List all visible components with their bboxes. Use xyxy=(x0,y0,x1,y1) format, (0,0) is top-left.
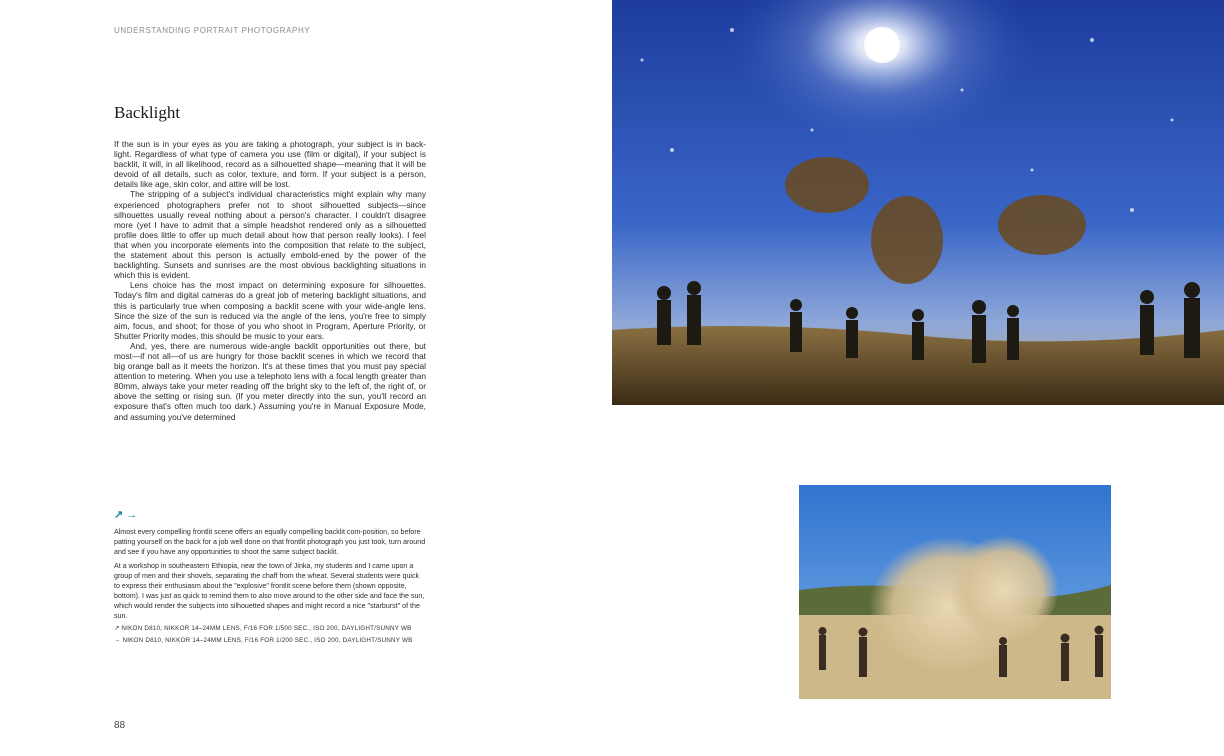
body-paragraph: And, yes, there are numerous wide-angle backlit opportunities out there, but most—if not all—of us are hungry for those backlit scenes in which we record that big orange ball as it meets the horizon. It's at these times that you must pay special attention to metering. When you use a telephoto lens with a focal length greater than 80mm, always take your meter reading off the bright sky to the left of, the right of, or above the setting or rising sun. (If you meter directly into the sun, you'll record an exposure that's often much too dark.) Assuming you're in Manual Exposure Mode, and assuming you've determined xyxy=(114,340,426,422)
body-paragraph: If the sun is in your eyes as you are taking a photograph, your subject is in back-light. Regardless of what type of camera you use (film or digital), if your subject is backlit, it will, in all likelihood, record as a silhouetted shape—meaning that it will be devoid of all details, such as color, texture, and form. If your subject is a person, details like age, skin color, and attire will be lost. xyxy=(114,139,426,190)
body-text xyxy=(114,139,426,422)
backlit-photo-illustration xyxy=(612,0,1224,405)
photo-credit: ↗ NIKON D810, NIKKOR 14–24MM LENS, F/16 FOR 1/500 SEC., ISO 200, DAYLIGHT/SUNNY WB xyxy=(114,625,412,632)
body-paragraph: The stripping of a subject's individual characteristics might explain why many experienced photographers prefer not to shoot silhouetted subjects—since silhouettes usually reveal nothing about a person's character. I couldn't disagree more (yet I have to admit that a simple headshot rendered only as a silhouetted profile does little to offer up much detail about how that person really looks). I feel that when you incorporate elements into the composition that relate to the subject, the statement about this person is actually embold-ened by the power of the backlighting. Sunsets and sunrises are the most obvious backlighting situations in which this is evident. xyxy=(114,189,426,281)
page-number: 88 xyxy=(114,720,126,731)
body-paragraph: Lens choice has the most impact on determining exposure for silhouettes. Today's film and digital cameras do a great job of metering backlight situations, and this is particularly true when composing a backlit scene with your wide-angle lens. Since the size of the sun is reduced via the angle of the lens, you're free to simply aim, focus, and shoot; for those of you who shoot in Program, Aperture Priority, or Shutter Priority modes, this should be music to your ears. xyxy=(114,280,426,341)
caption-paragraph: Almost every compelling frontlit scene offers an equally compelling backlit com-position, so before patting yourself on the back for a job well done on that frontlit photograph you just took, turn around and see if you have any opportunities to shoot the same subject backlit. xyxy=(114,528,426,556)
frontlit-winnowing-photo xyxy=(799,485,1111,699)
frontlit-photo-illustration xyxy=(799,485,1111,699)
section-title: Backlight xyxy=(114,103,181,122)
caption-arrows-icon: ↗ → xyxy=(114,509,138,521)
backlit-silhouette-photo xyxy=(612,0,1224,405)
sun-shape xyxy=(864,27,900,63)
caption-paragraph: At a workshop in southeastern Ethiopia, near the town of Jinka, my students and I came upon a group of men and their shovels, separating the chaff from the wheat. Several students were quick to express their enthusiasm about the "explosive" frontlit scene before them (shown opposite, bottom). I was just as quick to remind them to also move around to the other side and face the sun, which would render the subjects into silhouetted shapes and might record a nice "starburst" of the sun. xyxy=(114,562,425,620)
caption-block xyxy=(114,527,426,648)
running-head: UNDERSTANDING PORTRAIT PHOTOGRAPHY xyxy=(114,26,311,35)
photo-credit: → NIKON D810, NIKKOR 14–24MM LENS, F/16 FOR 1/200 SEC., ISO 200, DAYLIGHT/SUNNY WB xyxy=(114,636,413,644)
